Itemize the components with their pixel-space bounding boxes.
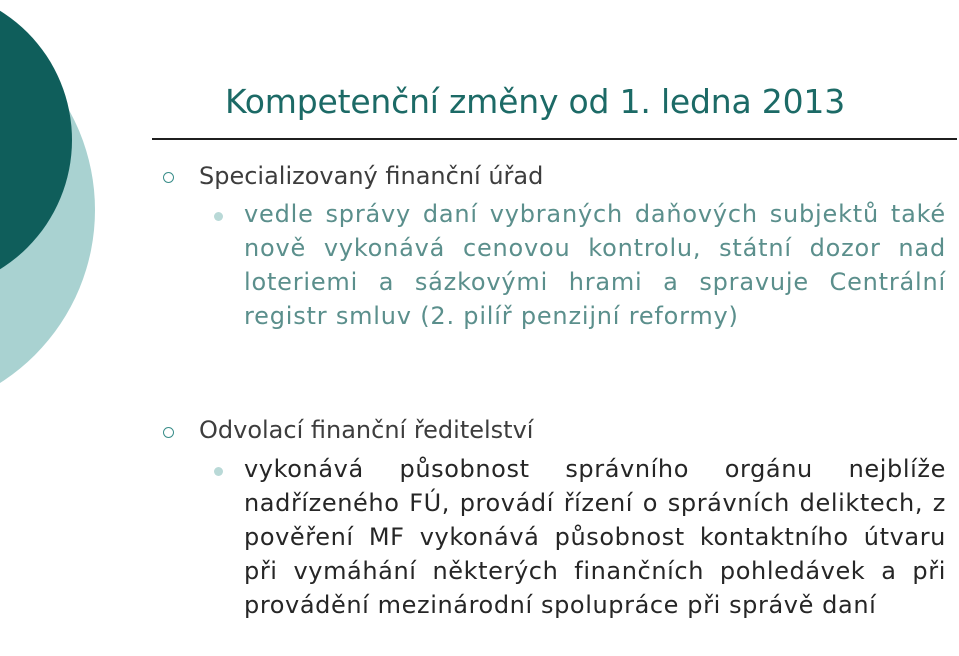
section-point-odvolaci: vykonává působnost správního orgánu nejblíže nadřízeného FÚ, provádí řízení o správních deliktech, z pověření MF vykonává působnost kontaktního útvaru při vymáhání některých finančních pohledávek a při provádění mezinárodní spolupráce při správě daní	[244, 455, 946, 619]
point-bullet-icon	[214, 467, 223, 476]
section-point-specializovany: vedle správy daní vybraných daňových subjektů také nově vykonává cenovou kontrolu, státní dozor nad loteriemi a sázkovými hrami a spravuje Centrální registr smluv (2. pilíř penzijní reformy)	[244, 200, 946, 330]
title-divider	[152, 138, 957, 140]
section-bullet-icon	[163, 172, 174, 183]
section-bullet-icon	[163, 427, 174, 438]
section-heading-specializovany: Specializovaný finanční úřad	[199, 162, 544, 190]
section-heading-odvolaci: Odvolací finanční ředitelství	[199, 416, 534, 444]
slide-title: Kompetenční změny od 1. ledna 2013	[225, 82, 845, 121]
point-bullet-icon	[214, 212, 223, 221]
